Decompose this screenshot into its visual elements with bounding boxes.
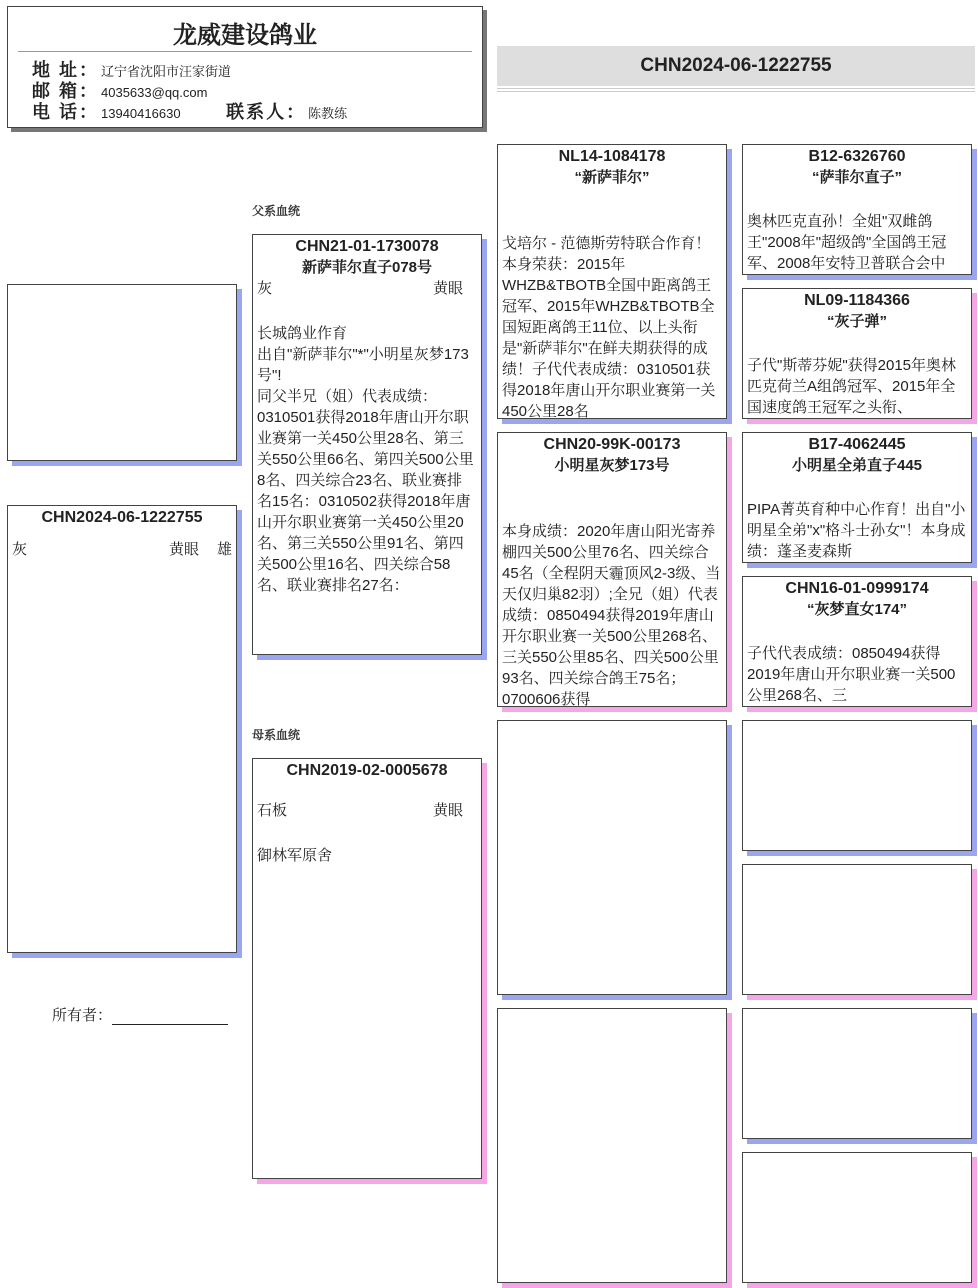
subject-card <box>7 505 237 953</box>
dam-sire-sire-card <box>742 720 972 851</box>
sire-sire-name: “新萨菲尔” <box>574 169 650 186</box>
header-divider <box>18 51 472 52</box>
sire-dam-notes: 本身成绩：2020年唐山阳光寄养棚四关500公里76名、四关综合45名（全程阴天霾顶风2-3级、当天仅归巢82羽）;全兄（姐）代表成绩：0850494获得2019年唐山开尔职业赛一关500公里268名、三关550公里85名、四关500公里93名、四关综合鸽王75名；0700606获得 <box>502 523 721 707</box>
email-label: 邮 箱： <box>32 81 100 101</box>
dam-sire-dam-card <box>742 864 972 995</box>
subject-eye: 黄眼 <box>168 541 199 558</box>
sire-name: 新萨菲尔直子078号 <box>301 259 433 276</box>
dam-dam-dam-card <box>742 1152 972 1283</box>
sss-ring: B12-6326760 <box>808 148 906 165</box>
sire-meta <box>253 279 481 299</box>
sdd-name: “灰梦直女174” <box>806 601 908 618</box>
sire-sire-dam-card <box>742 288 972 419</box>
address-row <box>18 60 472 81</box>
ssd-notes: 子代"斯蒂芬妮"获得2015年奥林匹克荷兰A组鸽冠军、2015年全国速度鸽王冠军之头衔、 <box>747 357 957 416</box>
sire-dam-dam-card <box>742 576 972 707</box>
dam-card <box>252 758 482 1179</box>
sire-sire-notes: 戈培尔 - 范德斯劳特联合作育！本身荣获：2015年WHZB&TBOTB全国中距离鸽王冠军、2015年WHZB&TBOTB全国短距离鸽王11位、以上头衔是"新萨菲尔"在鲜夫期获得的成绩！子代代表成绩：0310501获得2018年唐山开尔职业赛第一关450公里28名 <box>502 235 716 419</box>
sire-sire-card <box>497 144 727 419</box>
ssd-name: “灰子弹” <box>826 313 887 330</box>
sire-dam-sire-card <box>742 432 972 563</box>
email-row <box>18 81 472 102</box>
breeder-header <box>7 6 483 128</box>
owner-line <box>112 1010 228 1025</box>
sss-notes: 奥林匹克直孙！全姐"双雌鸽王"2008年"超级鸽"全国鸽王冠军、2008年安特卫普联合会中 <box>747 213 947 272</box>
subject-color: 灰 <box>12 541 28 558</box>
contact-label: 联系人： <box>226 102 307 122</box>
subject-sex: 雄 <box>216 541 232 558</box>
dam-ring: CHN2019-02-0005678 <box>286 762 448 779</box>
address-value: 辽宁省沈阳市汪家街道 <box>101 64 232 79</box>
address-label: 地 址： <box>32 60 100 80</box>
dam-meta <box>253 801 481 821</box>
sds-notes: PIPA菁英育种中心作育！出自"小明星全弟"x"格斗士孙女"！本身成绩：蓬圣麦森斯 <box>747 501 966 560</box>
sire-dam-card <box>497 432 727 707</box>
main-id-rule <box>497 91 975 92</box>
dam-sire-card <box>497 720 727 995</box>
sire-dam-ring: CHN20-99K-00173 <box>543 436 681 453</box>
dam-eye: 黄眼 <box>432 802 463 819</box>
main-ring-number: CHN2024-06-1222755 <box>497 46 975 86</box>
sire-section-label: 父系血统 <box>252 204 301 218</box>
dam-notes: 御林军原舍 <box>257 847 333 864</box>
subject-ring: CHN2024-06-1222755 <box>41 509 203 526</box>
main-id-rule <box>497 88 975 89</box>
sire-dam-name: 小明星灰梦173号 <box>554 457 670 474</box>
phone-label: 电 话： <box>32 102 100 122</box>
owner-field <box>52 1004 228 1025</box>
sdd-ring: CHN16-01-0999174 <box>785 580 929 597</box>
ssd-ring: NL09-1184366 <box>804 292 910 309</box>
pigeon-photo-box <box>7 284 237 461</box>
sdd-notes: 子代代表成绩：0850494获得2019年唐山开尔职业赛一关500公里268名、三 <box>747 645 956 704</box>
contact-value: 陈教练 <box>308 106 348 121</box>
breeder-title: 龙威建设鸽业 <box>173 22 317 49</box>
subject-meta <box>8 540 236 560</box>
owner-label: 所有者： <box>52 1007 113 1024</box>
dam-color: 石板 <box>257 802 288 819</box>
sire-sire-sire-card <box>742 144 972 275</box>
phone-value: 13940416630 <box>101 106 181 121</box>
sire-card <box>252 234 482 655</box>
sire-sire-ring: NL14-1084178 <box>558 148 666 165</box>
email-value: 4035633@qq.com <box>101 85 208 100</box>
sds-name: 小明星全弟直子445 <box>791 457 923 474</box>
dam-dam-sire-card <box>742 1008 972 1139</box>
sire-eye: 黄眼 <box>432 280 463 297</box>
phone-row <box>18 102 472 123</box>
sds-ring: B17-4062445 <box>808 436 906 453</box>
dam-section-label: 母系血统 <box>252 728 301 742</box>
sss-name: “萨菲尔直子” <box>811 169 902 186</box>
dam-dam-card <box>497 1008 727 1283</box>
sire-ring: CHN21-01-1730078 <box>295 238 439 255</box>
sire-color: 灰 <box>257 280 273 297</box>
sire-notes: 长城鸽业作育 出自"新萨菲尔"*"小明星灰梦173号"! 同父半兄（姐）代表成绩：0310501获得2018年唐山开尔职业赛第一关450公里28名、第三关550公里66名、第四关500公里8名、四关综合23名、联业赛排名15名：0310502获得2018年唐山开尔职业赛第一关450公里20名、第三关550公里91名、第四关500公里16名、四关综合58名、联业赛排名27名： <box>257 325 474 594</box>
